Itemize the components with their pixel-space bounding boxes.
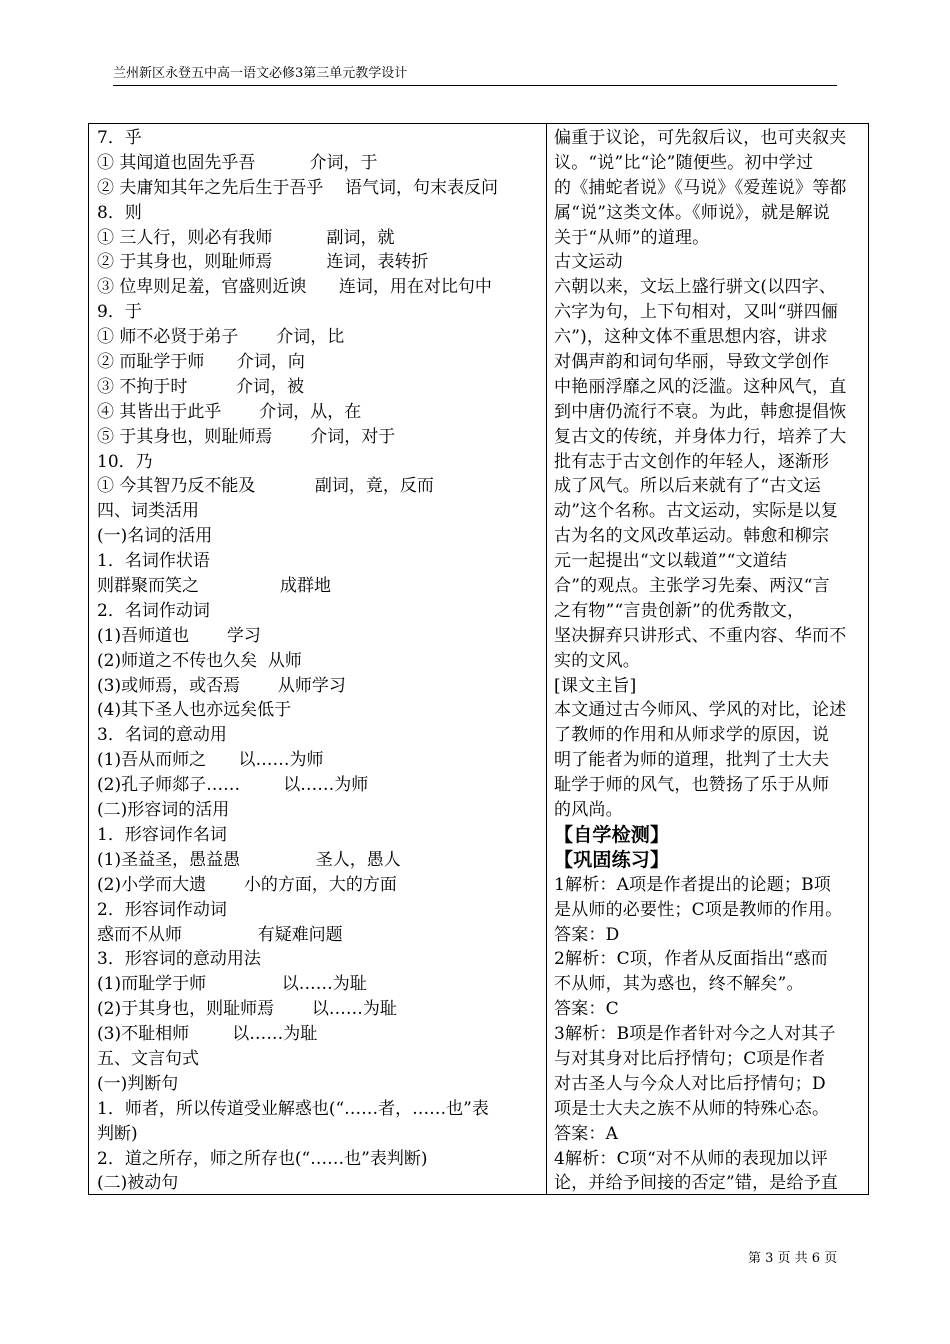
- left-column-line: 8．则: [97, 202, 142, 223]
- right-column-line: 的风尚。: [554, 800, 623, 821]
- left-column-line: ① 师不必贤于弟子 介词，比: [97, 327, 345, 348]
- right-column-line: 六朝以来，文坛上盛行骈文(以四字、: [554, 277, 837, 298]
- left-column-line: 惑而不从师 有疑难问题: [97, 924, 343, 945]
- right-column-line: 对偶声韵和词句华丽，导致文学创作: [554, 352, 830, 373]
- right-column-line: 之有物”“言贵创新”的优秀散文，: [554, 600, 805, 621]
- left-column-line: ⑤ 于其身也，则耻师焉 介词，对于: [97, 426, 396, 447]
- left-column-line: ③ 不拘于时 介词，被: [97, 376, 305, 397]
- right-column-line: 合”的观点。主张学习先秦、两汉“言: [554, 576, 830, 597]
- left-column-line: 2．名词作动词: [97, 600, 210, 621]
- left-column-line: (1)吾从而师之 以……为师: [97, 750, 324, 771]
- left-column-line: ③ 位卑则足羞，官盛则近谀 连词，用在对比句中: [97, 277, 492, 298]
- left-column-line: 3．形容词的意动用法: [97, 949, 261, 970]
- left-column-line: (2)师道之不传也久矣 从师: [97, 650, 302, 671]
- right-column-line: 议。“说”比“论”随便些。初中学过: [554, 152, 814, 173]
- page-header-title: 兰州新区永登五中高一语文必修3第三单元教学设计: [113, 66, 408, 81]
- right-column-line: 1解析：A项是作者提出的论题；B项: [554, 874, 831, 895]
- left-column-line: (3)或师焉，或否焉 从师学习: [97, 675, 346, 696]
- left-column-line: 9．于: [97, 302, 142, 323]
- right-column-line: 古为名的文风改革运动。韩愈和柳宗: [554, 526, 830, 547]
- left-column-line: (2)于其身也，则耻师焉 以……为耻: [97, 999, 397, 1020]
- right-column-line: 4解析：C项“对不从师的表现加以评: [554, 1148, 828, 1169]
- left-column-line: 则群聚而笑之 成群地: [97, 576, 332, 597]
- right-column-line: 偏重于议论，可先叙后议，也可夹叙夹: [554, 128, 847, 148]
- right-column-line: 的《捕蛇者说》《马说》《爱莲说》等都: [554, 177, 847, 198]
- left-column-line: 1．师者，所以传道受业解惑也(“……者，……也”表: [97, 1098, 489, 1119]
- left-column-line: 四、词类活用: [97, 501, 199, 522]
- page-number: 第 3 页 共 6 页: [748, 1251, 838, 1266]
- left-column-line: (4)其下圣人也亦远矣低于: [97, 700, 292, 721]
- left-column-line: (二)形容词的活用: [97, 800, 230, 821]
- right-column-line: 对古圣人与今众人对比后抒情句；D: [554, 1073, 826, 1094]
- left-column: [97, 126, 542, 1196]
- right-column-line: 复古文的传统，并身体力行，培养了大: [554, 426, 847, 447]
- left-column-line: (二)被动句: [97, 1173, 179, 1194]
- column-divider: [546, 124, 547, 1194]
- right-column-line: 耻学于师的风气，也赞扬了乐于从师: [554, 775, 830, 796]
- right-column-line: 成了风气。所以后来就有了“古文运: [554, 476, 821, 497]
- left-column-line: 10．乃: [97, 451, 153, 472]
- left-column-line: 1．形容词作名词: [97, 824, 227, 845]
- right-column-line: 六字为句，上下句相对，又叫“骈四俪: [554, 302, 839, 323]
- right-column-line: 【自学检测】: [554, 823, 670, 846]
- right-column-line: 坚决摒弃只讲形式、不重内容、华而不: [554, 625, 847, 646]
- right-column-line: 关于“从师”的道理。: [554, 227, 710, 248]
- left-column-line: (一)判断句: [97, 1073, 179, 1094]
- right-column-line: 动”这个名称。古文运动，实际是以复: [554, 501, 839, 522]
- left-column-line: ① 其闻道也固先乎吾 介词，于: [97, 152, 378, 173]
- header-rule: [113, 85, 837, 86]
- right-column-line: 答案：C: [554, 999, 619, 1020]
- left-column-line: 判断): [97, 1123, 138, 1144]
- left-column-line: ① 今其智乃反不能及 副词，竟，反而: [97, 476, 434, 497]
- content-table: [88, 123, 869, 1195]
- right-column-line: 答案：A: [554, 1123, 619, 1144]
- left-column-line: (1)吾师道也 学习: [97, 625, 261, 646]
- left-column-line: 3．名词的意动用: [97, 725, 227, 746]
- right-column-line: 项是士大夫之族不从师的特殊心态。: [554, 1098, 830, 1119]
- left-column-line: 1．名词作状语: [97, 551, 210, 572]
- left-column-line: (2)小学而大遗 小的方面，大的方面: [97, 874, 397, 895]
- left-column-line: 7．乎: [97, 128, 142, 148]
- right-column-line: 答案：D: [554, 924, 620, 945]
- right-column-line: 明了能者为师的道理，批判了士大夫: [554, 750, 830, 771]
- right-column-line: 论，并给予间接的否定”错，是给予直: [554, 1173, 839, 1194]
- left-column-line: ① 三人行，则必有我师 副词，就: [97, 227, 395, 248]
- right-column: [554, 126, 864, 1196]
- left-column-line: ④ 其皆出于此乎 介词，从，在: [97, 401, 362, 422]
- right-column-line: 六”)，这种文体不重思想内容，讲求: [554, 327, 828, 348]
- left-column-line: (3)不耻相师 以……为耻: [97, 1024, 318, 1045]
- left-column-line: (一)名词的活用: [97, 526, 213, 547]
- right-column-line: 本文通过古今师风、学风的对比，论述: [554, 700, 847, 721]
- right-column-line: 属“说”这类文体。《师说》，就是解说: [554, 202, 830, 223]
- right-column-line: 3解析：B项是作者针对今之人对其子: [554, 1024, 836, 1045]
- left-column-line: (2)孔子师郯子…… 以……为师: [97, 775, 369, 796]
- right-column-line: 元一起提出“文以载道”“文道结: [554, 551, 788, 572]
- right-column-line: 批有志于古文创作的年轻人，逐渐形: [554, 451, 830, 472]
- right-column-line: 不从师，其为惑也，终不解矣”。: [554, 974, 804, 995]
- left-column-line: (1)圣益圣，愚益愚 圣人，愚人: [97, 849, 401, 870]
- left-column-line: 五、文言句式: [97, 1048, 199, 1069]
- right-column-line: 古文运动: [554, 252, 623, 273]
- right-column-line: 了教师的作用和从师求学的原因，说: [554, 725, 830, 746]
- right-column-line: [课文主旨]: [554, 675, 637, 696]
- left-column-line: 2．形容词作动词: [97, 899, 227, 920]
- right-column-line: 中艳丽浮靡之风的泛滥。这种风气，直: [554, 376, 847, 397]
- right-column-line: 实的文风。: [554, 650, 640, 671]
- left-column-line: ② 于其身也，则耻师焉 连词，表转折: [97, 252, 429, 273]
- left-column-line: ② 而耻学于师 介词，向: [97, 352, 305, 373]
- right-column-line: 2解析：C项，作者从反面指出“惑而: [554, 949, 828, 970]
- left-column-line: ② 夫庸知其年之先后生于吾乎 语气词，句末表反问: [97, 177, 499, 198]
- right-column-line: 与对其身对比后抒情句；C项是作者: [554, 1048, 826, 1069]
- left-column-line: (1)而耻学于师 以……为耻: [97, 974, 367, 995]
- right-column-line: 是从师的必要性；C项是教师的作用。: [554, 899, 843, 920]
- right-column-line: 到中唐仍流行不衰。为此，韩愈提倡恢: [554, 401, 847, 422]
- left-column-line: 2．道之所存，师之所存也(“……也”表判断): [97, 1148, 428, 1169]
- right-column-line: 【巩固练习】: [554, 848, 670, 871]
